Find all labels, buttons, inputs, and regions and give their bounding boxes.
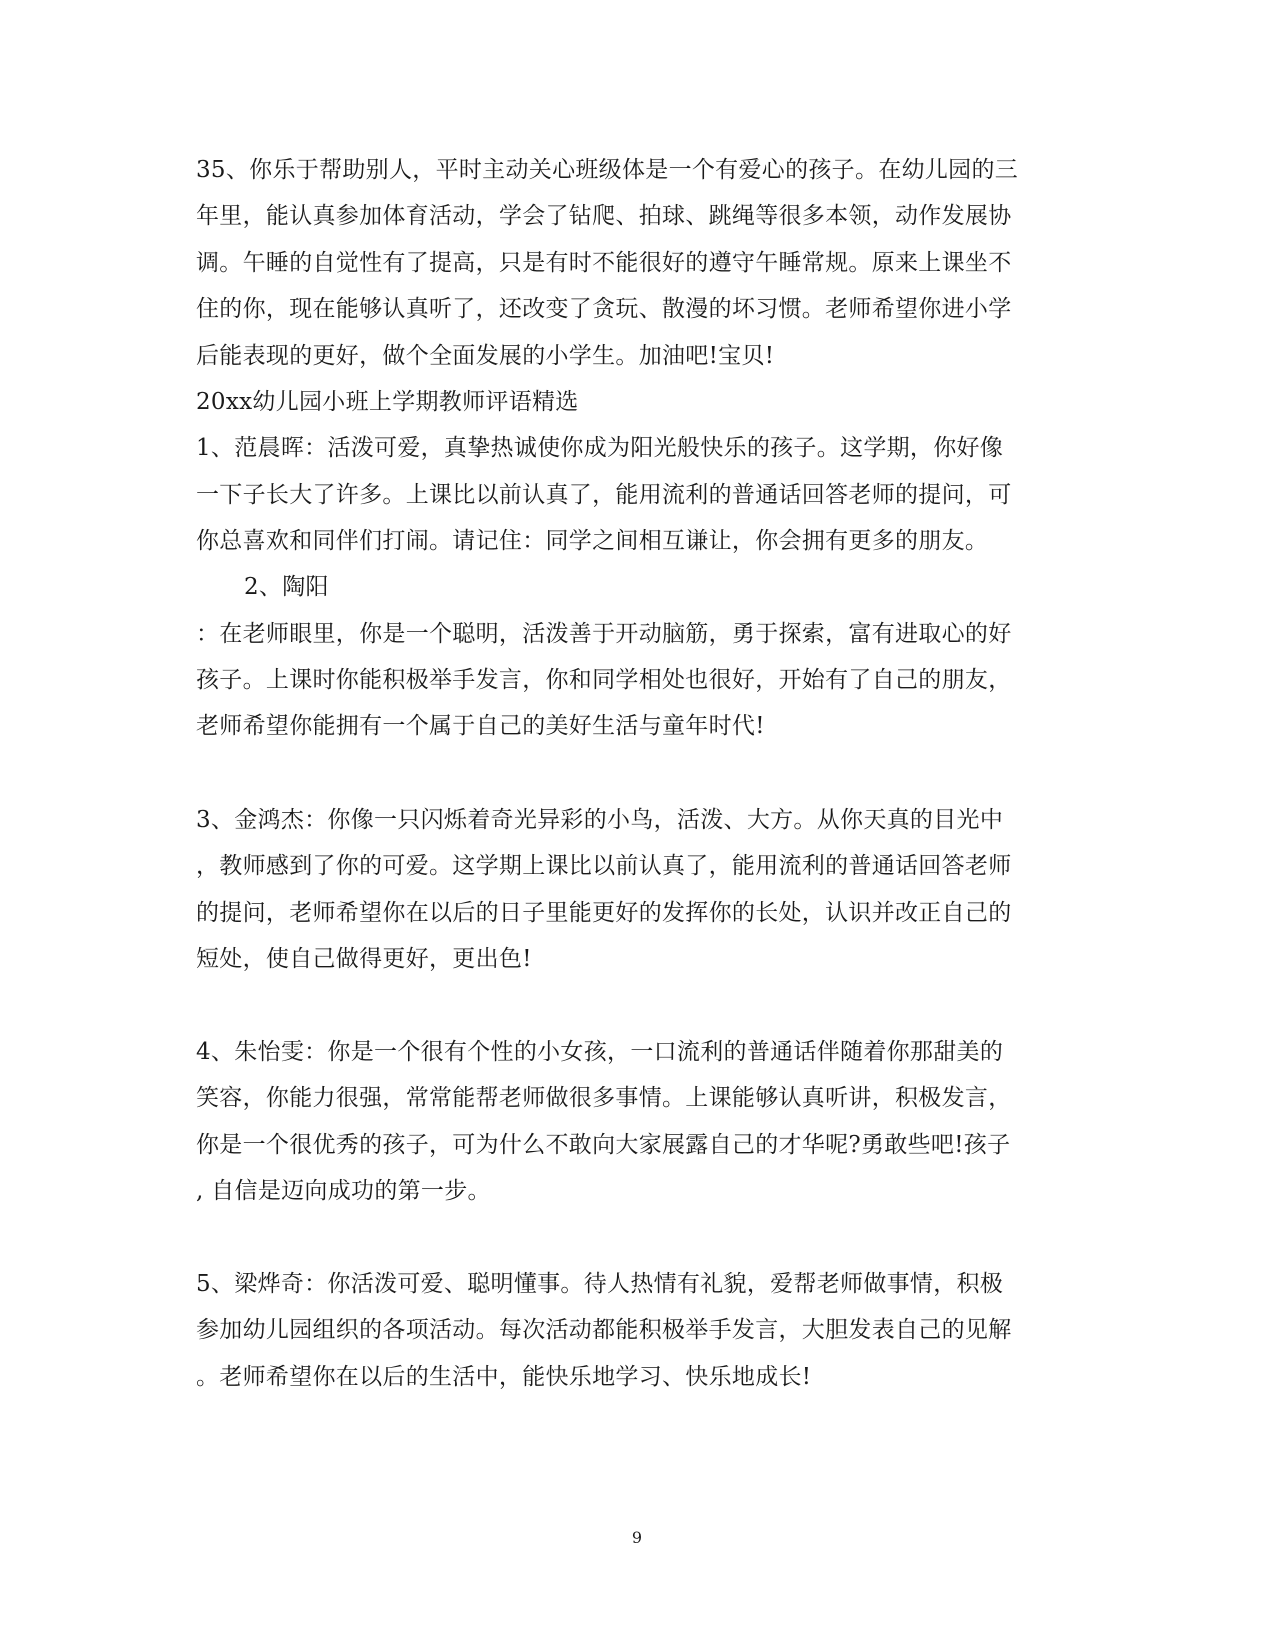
text-line: 2、陶阳 [244, 574, 329, 600]
text-line: 的提问，老师希望你在以后的日子里能更好的发挥你的长处，认识并改正自己的 [196, 900, 1012, 926]
text-line: 4、朱怡雯：你是一个很有个性的小女孩，一口流利的普通话伴随着你那甜美的 [196, 1039, 1004, 1065]
text-line: 年里，能认真参加体育活动，学会了钻爬、拍球、跳绳等很多本领，动作发展协 [196, 203, 1012, 229]
text-line: 35、你乐于帮助别人，平时主动关心班级体是一个有爱心的孩子。在幼儿园的三 [196, 157, 1019, 183]
text-line: 调。午睡的自觉性有了提高，只是有时不能很好的遵守午睡常规。原来上课坐不 [196, 250, 1012, 276]
text-line: 你是一个很优秀的孩子，可为什么不敢向大家展露自己的才华呢?勇敢些吧!孩子 [196, 1132, 1011, 1158]
text-line: ：在老师眼里，你是一个聪明，活泼善于开动脑筋，勇于探索，富有进取心的好 [196, 621, 1012, 647]
text-line: 你总喜欢和同伴们打闹。请记住：同学之间相互谦让，你会拥有更多的朋友。 [196, 528, 989, 554]
text-line: 老师希望你能拥有一个属于自己的美好生活与童年时代! [196, 713, 765, 739]
text-line: 1、范晨晖：活泼可爱，真挚热诚使你成为阳光般快乐的孩子。这学期，你好像 [196, 435, 1004, 461]
text-line: 笑容，你能力很强，常常能帮老师做很多事情。上课能够认真听讲，积极发言， [196, 1085, 1012, 1111]
text-line: 短处，使自己做得更好，更出色! [196, 946, 532, 972]
text-line: 。老师希望你在以后的生活中，能快乐地学习、快乐地成长! [196, 1364, 812, 1390]
text-line: ，教师感到了你的可爱。这学期上课比以前认真了，能用流利的普通话回答老师 [196, 853, 1012, 879]
text-line: 一下子长大了许多。上课比以前认真了，能用流利的普通话回答老师的提问，可 [196, 482, 1012, 508]
text-line: 住的你，现在能够认真听了，还改变了贪玩、散漫的坏习惯。老师希望你进小学 [196, 296, 1012, 322]
text-line: 参加幼儿园组织的各项活动。每次活动都能积极举手发言，大胆发表自己的见解 [196, 1317, 1012, 1343]
page-number: 9 [631, 1528, 643, 1547]
text-line: 3、金鸿杰：你像一只闪烁着奇光异彩的小鸟，活泼、大方。从你天真的目光中 [196, 807, 1004, 833]
text-line: 后能表现的更好，做个全面发展的小学生。加油吧!宝贝! [196, 343, 775, 369]
text-line: 5、梁烨奇：你活泼可爱、聪明懂事。待人热情有礼貌，爱帮老师做事情，积极 [196, 1271, 1004, 1297]
text-line: 孩子。上课时你能积极举手发言，你和同学相处也很好，开始有了自己的朋友， [196, 667, 1012, 693]
text-line: , 自信是迈向成功的第一步。 [196, 1178, 491, 1204]
section-heading: 20xx幼儿园小班上学期教师评语精选 [196, 389, 579, 415]
